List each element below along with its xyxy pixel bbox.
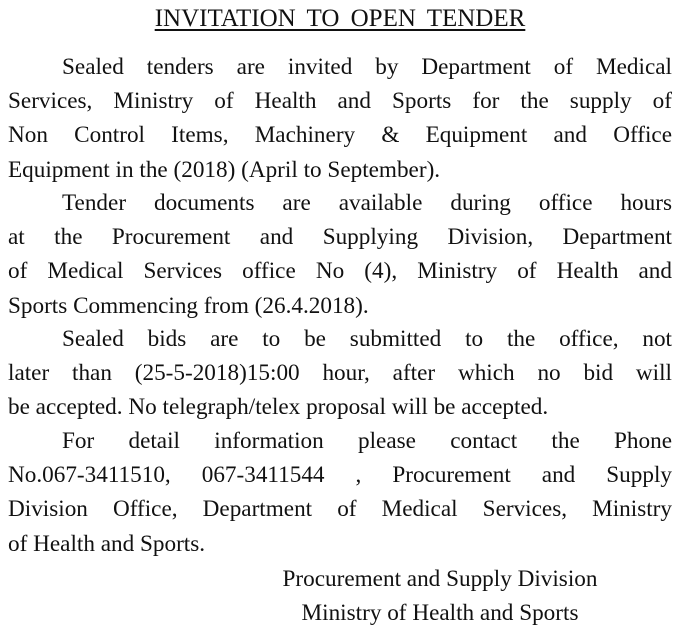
- paragraph-line: Sports Commencing from (26.4.2018).: [8, 292, 369, 319]
- paragraph-line: Tender documents are available during office hours: [62, 190, 672, 216]
- paragraph-line: Services, Ministry of Health and Sports for the supply of: [8, 88, 672, 115]
- paragraph-line: Non Control Items, Machinery & Equipment and Office: [8, 122, 672, 149]
- paragraph-line: of Medical Services office No (4), Ministry of Health and: [8, 258, 672, 285]
- notice-title: INVITATION TO OPEN TENDER: [154, 5, 526, 32]
- paragraph-line: Division Office, Department of Medical Services, Ministry: [8, 496, 672, 523]
- paragraph-line: Equipment in the (2018) (April to September).: [8, 156, 441, 183]
- paragraph-line: later than (25-5-2018)15:00 hour, after which no bid will: [8, 360, 672, 387]
- paragraph-contact-information: [8, 424, 672, 561]
- paragraph-line: Sealed bids are to be submitted to the office, not: [62, 326, 672, 352]
- signature-division: Procurement and Supply Division: [282, 566, 598, 592]
- paragraph-line: at the Procurement and Supplying Division, Department: [8, 224, 672, 251]
- paragraph-submission-deadline: [8, 322, 672, 425]
- paragraph-line: For detail information please contact the Phone: [62, 428, 672, 454]
- paragraph-line: of Health and Sports.: [8, 530, 206, 557]
- paragraph-line: Sealed tenders are invited by Department of Medical: [62, 54, 672, 80]
- paragraph-tender-documents: [8, 186, 672, 323]
- signature-ministry: Ministry of Health and Sports: [301, 600, 579, 626]
- paragraph-tender-invitation: [8, 50, 672, 187]
- paragraph-line: No.067-3411510, 067-3411544 , Procurement and Supply: [8, 462, 672, 489]
- paragraph-line: be accepted. No telegraph/telex proposal will be accepted.: [8, 394, 549, 421]
